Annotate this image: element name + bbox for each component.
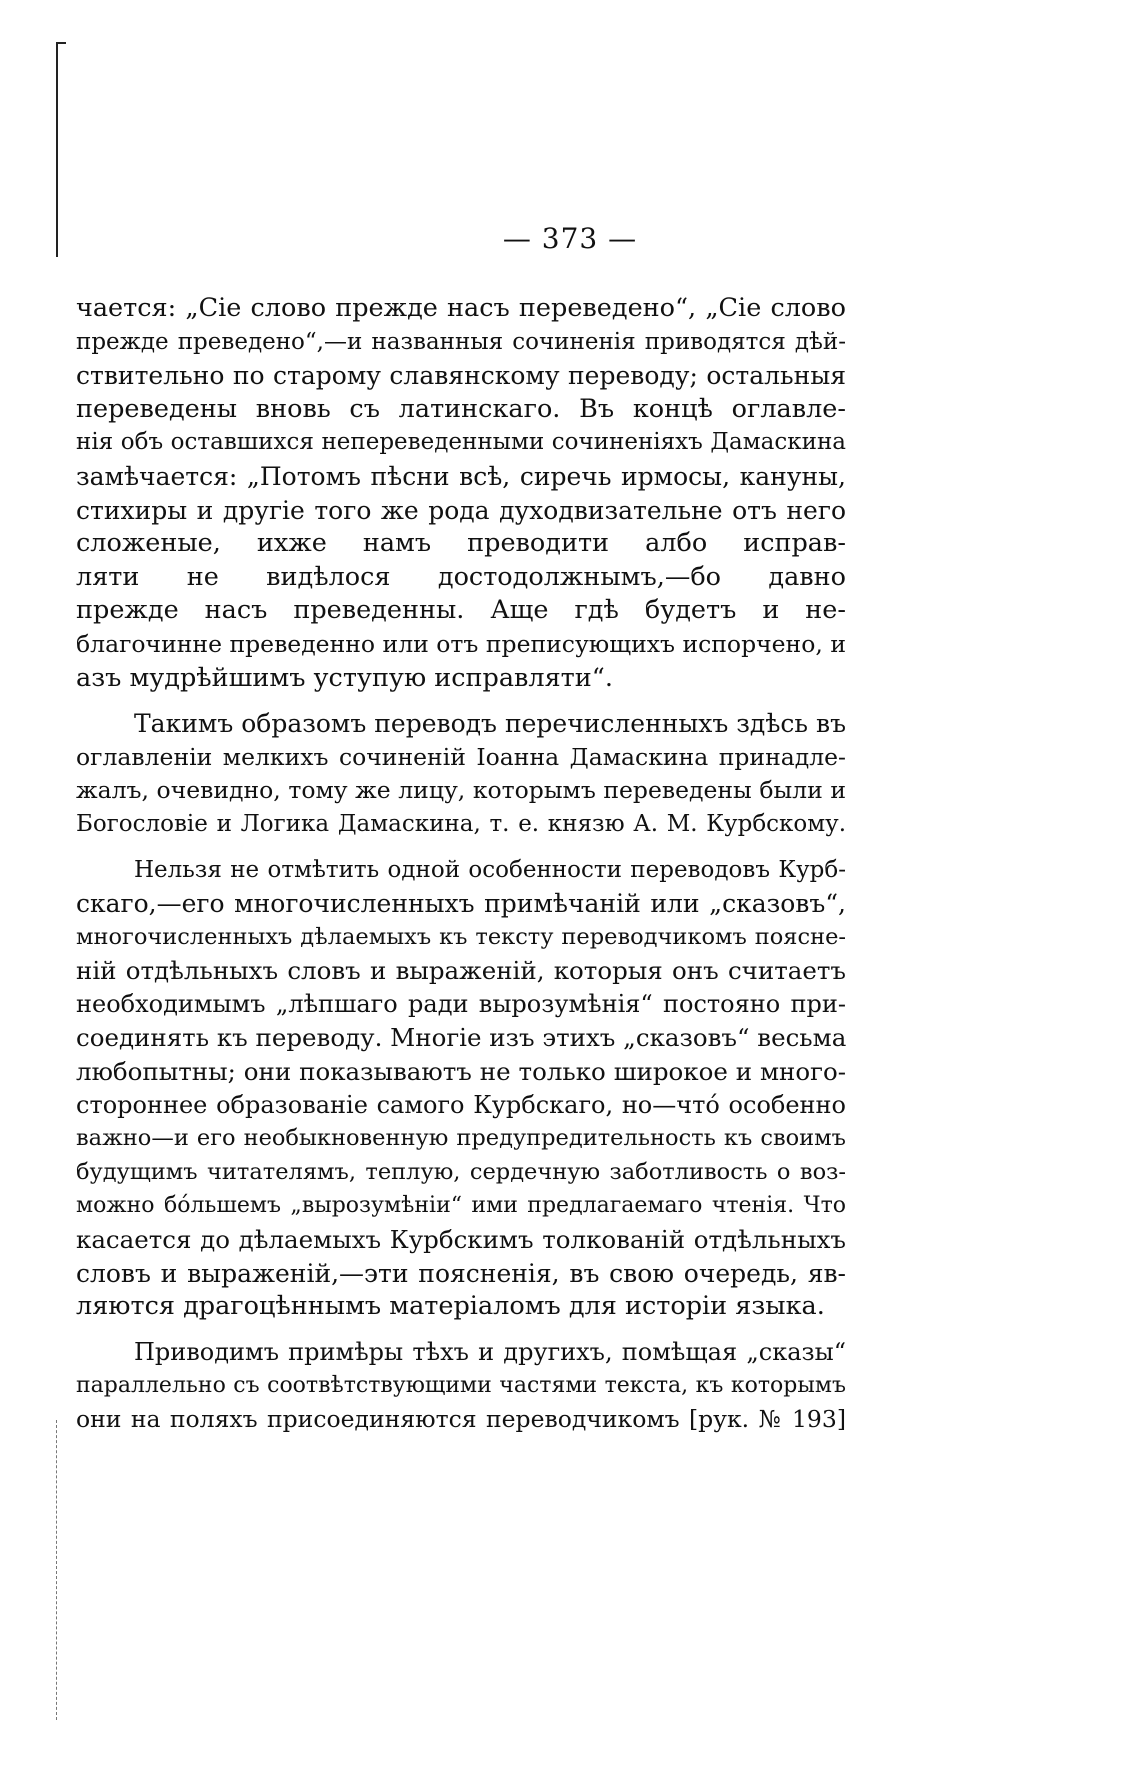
text-line: они на поляхъ присоединяются переводчикомъ [рук. № 193] bbox=[76, 1405, 846, 1433]
text-line: замѣчается: „Потомъ пѣсни всѣ, сиречь ирмосы, кануны, bbox=[76, 461, 846, 491]
page-edge-dashes bbox=[56, 1420, 58, 1720]
paragraph-gap bbox=[76, 842, 846, 854]
text-line: нія объ оставшихся непереведенными сочиненіяхъ Дамаскина bbox=[76, 429, 846, 456]
text-line: стороннее образованіе самого Курбскаго, но—что́ особенно bbox=[76, 1090, 846, 1119]
text-line: словъ и выраженій,—эти поясненія, въ свою очередь, яв- bbox=[76, 1258, 846, 1288]
text-line: ствительно по старому славянскому переводу; остальныя bbox=[76, 361, 846, 391]
text-line: оглавленіи мелкихъ сочиненій Іоанна Дамаскина принадле- bbox=[76, 742, 846, 771]
text-line: Такимъ образомъ переводъ перечисленныхъ здѣсь въ bbox=[134, 709, 846, 739]
text-line: ляти не видѣлося достодолжнымъ,—бо давно bbox=[76, 561, 846, 592]
text-line: азъ мудрѣйшимъ уступую исправляти“. bbox=[76, 662, 613, 693]
text-line: касается до дѣлаемыхъ Курбскимъ толкованій отдѣльныхъ bbox=[76, 1225, 846, 1255]
text-line: переведены вновь съ латинскаго. Въ концѣ оглавле- bbox=[76, 393, 846, 424]
text-line: прежде насъ преведенны. Аще гдѣ будетъ и не- bbox=[76, 595, 846, 626]
text-line: Приводимъ примѣры тѣхъ и другихъ, помѣщая „сказы“ bbox=[134, 1337, 846, 1366]
text-line: скаго,—его многочисленныхъ примѣчаній или „сказовъ“, bbox=[76, 889, 846, 919]
text-line: многочисленныхъ дѣлаемыхъ къ тексту переводчикомъ поясне- bbox=[76, 923, 846, 950]
text-line: важно—и его необыкновенную предупредительность къ своимъ bbox=[76, 1125, 846, 1152]
text-line: Нельзя не отмѣтить одной особенности переводовъ Курб- bbox=[134, 856, 846, 883]
page-number: — 373 — bbox=[502, 222, 638, 255]
text-line: стихиры и другіе того же рода духодвизательне отъ него bbox=[76, 495, 846, 525]
paragraph-gap bbox=[76, 695, 846, 707]
text-line: можно бо́льшемъ „вырозумѣніи“ ими предлагаемаго чтенія. Что bbox=[76, 1193, 846, 1219]
text-line: прежде преведено“,—и названныя сочиненія приводятся дѣй- bbox=[76, 328, 846, 355]
text-line: соединять къ переводу. Многіе изъ этихъ „сказовъ“ весьма bbox=[76, 1023, 846, 1053]
text-line: жалъ, очевидно, тому же лицу, которымъ переведены были и bbox=[76, 776, 846, 805]
text-line: ній отдѣльныхъ словъ и выраженій, которыя онъ считаетъ bbox=[76, 956, 846, 986]
paragraph-gap bbox=[76, 1324, 846, 1336]
text-line: Богословіе и Логика Дамаскина, т. е. князю А. М. Курбскому. bbox=[76, 810, 846, 837]
body-text bbox=[76, 292, 846, 1437]
text-line: благочинне преведенно или отъ преписующихъ испорчено, и bbox=[76, 629, 846, 658]
text-line: сложеные, ихже намъ преводити албо исправ- bbox=[76, 528, 846, 559]
text-line: параллельно съ соотвѣтствующими частями текста, къ которымъ bbox=[76, 1373, 846, 1399]
text-line: любопытны; они показываютъ не только широкое и много- bbox=[76, 1057, 846, 1087]
text-line: будущимъ читателямъ, теплую, сердечную заботливость о воз- bbox=[76, 1158, 846, 1185]
text-line: необходимымъ „лѣпшаго ради вырозумѣнія“ постояно при- bbox=[76, 989, 846, 1018]
text-line: ляются драгоцѣннымъ матеріаломъ для исторіи языка. bbox=[76, 1291, 825, 1322]
text-line: чается: „Сіе слово прежде насъ переведено“, „Сіе слово bbox=[76, 293, 846, 323]
